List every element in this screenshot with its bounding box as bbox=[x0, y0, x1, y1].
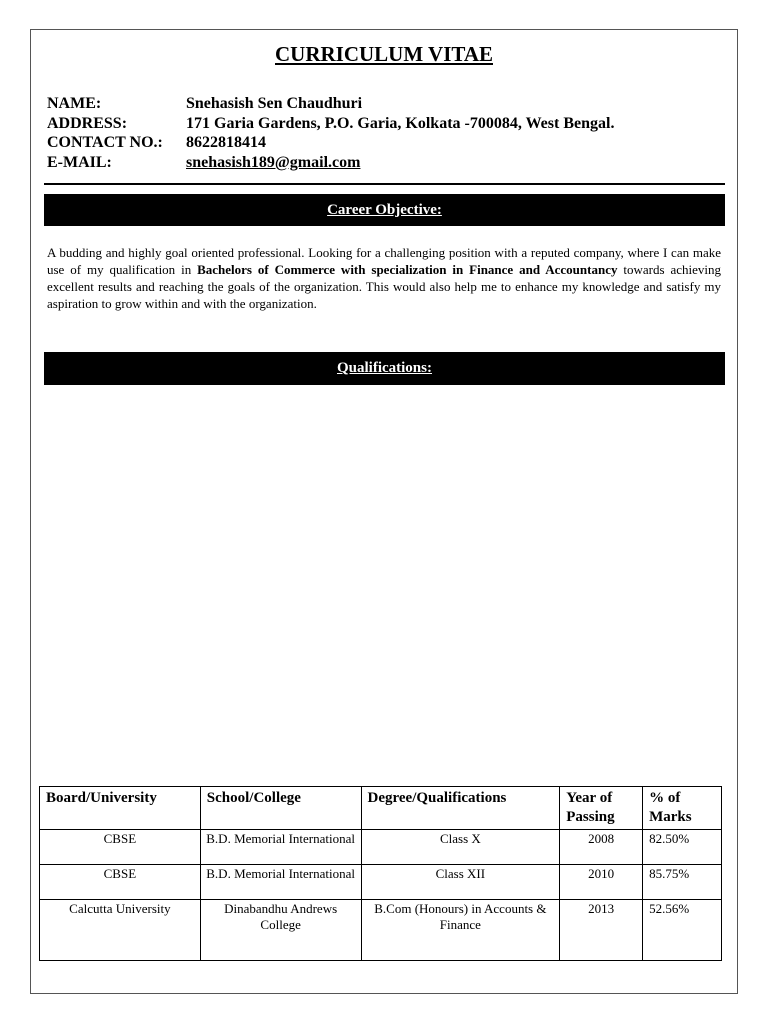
cell-degree: Class X bbox=[361, 830, 560, 865]
personal-info bbox=[47, 94, 614, 172]
header-divider bbox=[44, 183, 725, 185]
email-link[interactable]: snehasish189@gmail.com bbox=[186, 153, 361, 171]
cell-year: 2008 bbox=[560, 830, 643, 865]
cell-board: CBSE bbox=[40, 865, 201, 900]
contact-value: 8622818414 bbox=[186, 134, 266, 151]
cell-school: B.D. Memorial International bbox=[200, 830, 361, 865]
contact-row bbox=[47, 133, 614, 153]
name-row bbox=[47, 94, 614, 114]
cell-school: Dinabandhu Andrews College bbox=[200, 900, 361, 961]
cell-degree: Class XII bbox=[361, 865, 560, 900]
address-label: ADDRESS: bbox=[47, 114, 128, 132]
cell-year: 2013 bbox=[560, 900, 643, 961]
objective-text-1: A budding and highly goal oriented professional. Looking for a challenging position with a reputed company, where I can make use of my qualification in bbox=[47, 245, 721, 277]
table-row bbox=[40, 830, 722, 865]
cell-degree: B.Com (Honours) in Accounts & Finance bbox=[361, 900, 560, 961]
objective-text-2: towards achieving excellent results and reaching the goals of the organization. This would also help me to enhance my knowledge and satisfy my aspiration to grow within and with the organization. bbox=[47, 262, 721, 311]
qualifications-table bbox=[39, 786, 722, 961]
col-header-marks: % of Marks bbox=[643, 787, 722, 830]
table-row bbox=[40, 865, 722, 900]
email-row bbox=[47, 153, 614, 173]
cell-year: 2010 bbox=[560, 865, 643, 900]
address-row bbox=[47, 114, 614, 134]
cell-marks: 85.75% bbox=[643, 865, 722, 900]
cell-marks: 82.50% bbox=[643, 830, 722, 865]
col-header-school: School/College bbox=[200, 787, 361, 830]
cell-board: Calcutta University bbox=[40, 900, 201, 961]
qualifications-heading bbox=[44, 352, 725, 385]
col-header-board: Board/University bbox=[40, 787, 201, 830]
objective-text-bold: Bachelors of Commerce with specialization in Finance and Accountancy bbox=[197, 262, 618, 277]
cell-school: B.D. Memorial International bbox=[200, 865, 361, 900]
address-value: 171 Garia Gardens, P.O. Garia, Kolkata -700084, West Bengal. bbox=[186, 114, 615, 132]
document-title: CURRICULUM VITAE bbox=[275, 42, 493, 66]
career-objective-text bbox=[47, 244, 721, 312]
col-header-degree: Degree/Qualifications bbox=[361, 787, 560, 830]
cell-marks: 52.56% bbox=[643, 900, 722, 961]
col-header-year: Year of Passing bbox=[560, 787, 643, 830]
name-label: NAME: bbox=[47, 95, 102, 112]
career-objective-heading bbox=[44, 194, 725, 226]
cell-board: CBSE bbox=[40, 830, 201, 865]
table-row bbox=[40, 900, 722, 961]
name-value: Snehasish Sen Chaudhuri bbox=[186, 95, 363, 112]
table-header-row bbox=[40, 787, 722, 830]
qualifications-heading-text: Qualifications: bbox=[336, 360, 432, 376]
contact-label: CONTACT NO.: bbox=[47, 134, 163, 151]
email-label: E-MAIL: bbox=[47, 153, 112, 171]
career-objective-heading-text: Career Objective: bbox=[327, 202, 442, 218]
